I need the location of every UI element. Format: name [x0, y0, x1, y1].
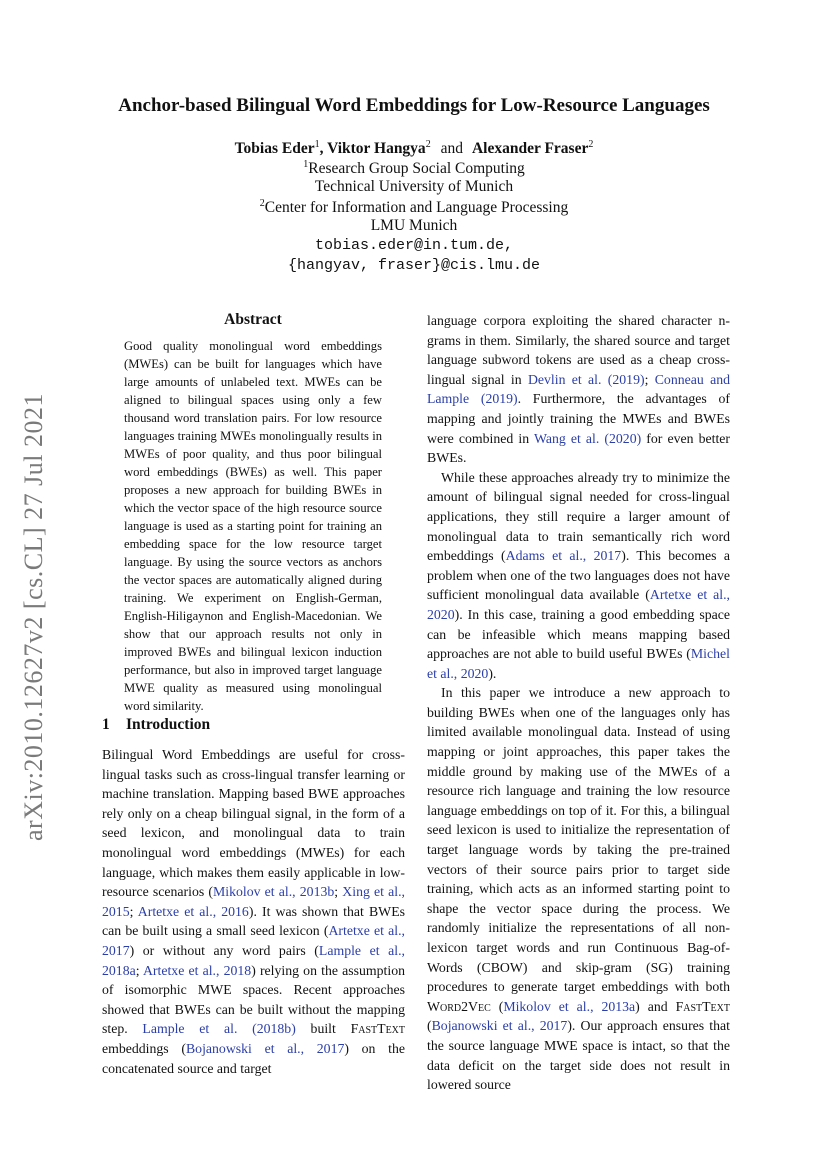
intro-right-column [427, 311, 730, 1095]
author-list: Tobias Eder$^1$, Viktor Hangya$^2$ and Alexander Fraser$^2$ [234, 139, 594, 158]
citation-link[interactable]: Bojanowski et al., 2017 [185, 1040, 345, 1056]
author-name: Tobias Eder [234, 140, 315, 158]
affiliation-line: LMU Munich [370, 217, 458, 234]
affiliation-line: Technical University of Munich [314, 178, 514, 195]
section-number: 1 [102, 716, 110, 733]
citation-link[interactable]: Michel et al., 2020 [427, 646, 730, 681]
author-conjunction: and [440, 140, 463, 158]
citation-link[interactable]: Bojanowski et al., 2017 [431, 1018, 568, 1034]
abstract-heading: Abstract [224, 311, 282, 328]
citation-link[interactable]: Wang et al. (2020) [533, 430, 642, 446]
affiliation-line: $^2$Center for Information and Language Processing [259, 198, 569, 217]
paragraph: language corpora exploiting the shared character n-grams in them. Similarly, the shared source and target language subword tokens are used as a cheap cross-lingual signal in Devlin et al. (2019); Conneau and Lample (2019). Furthermore, the advantages of mapping and jointly training the MWEs and BWEs were combined in Wang et al. (2020) for even better BWEs. [427, 313, 730, 466]
affiliation-marker: 2 [259, 198, 265, 209]
software-name: FastText [350, 1021, 406, 1037]
author-name: Alexander Fraser [471, 140, 589, 158]
citation-link[interactable]: Artetxe et al., 2018 [142, 962, 252, 978]
paragraph: Bilingual Word Embeddings are useful for cross-lingual tasks such as cross-lingual transfer learning or machine translation. Mapping based BWE approaches rely only on a cheap bilingual signal, in the form of a seed lexicon, and monolingual data to train monolingual word embeddings (MWEs) for each language, which makes them easily applicable in low-resource scenarios (Mikolov et al., 2013b; Xing et al., 2015; Artetxe et al., 2016). It was shown that BWEs can be built using a small seed lexicon (Artetxe et al., 2017) or without any word pairs (Lample et al., 2018a; Artetxe et al., 2018) relying on the assumption of isomorphic MWE spaces. Recent approaches showed that BWEs can be built without the mapping step. Lample et al. (2018b) built FastText embeddings (Bojanowski et al., 2017) on the concatenated source and target [102, 747, 406, 1076]
software-name: Word2Vec [427, 998, 491, 1014]
software-name: FastText [675, 998, 730, 1014]
paragraph: In this paper we introduce a new approach to building BWEs when one of the languages only has limited available monolingual data. Instead of using mapping or joint approaches, this paper takes the middle ground by making use of the MWEs of a resource rich language and training the low resource language embeddings on top of it. For this, a bilingual seed lexicon is used to initialize the representation of target language words by taking the pre-trained vectors of their source pairs prior to target side training, which acts as an informed starting point to shape the vector space during the process. We randomly initialize the representations of all non-lexicon target words and run Continuous Bag-of-Words (CBOW) and skip-gram (SG) training procedures to generate target embeddings with both Word2Vec (Mikolov et al., 2013a) and FastText (Bojanowski et al., 2017). Our approach ensures that the source language MWE space is intact, so that the data deficit on the target side does not result in lowered source [427, 685, 730, 1093]
email-line: tobias.eder@in.tum.de, [314, 237, 514, 254]
paragraph: While these approaches already try to minimize the amount of bilingual signal needed for cross-lingual applications, they still require a larger amount of monolingual data to train semantically rich word embeddings (Adams et al., 2017). This becomes a problem when one of the two languages does not have sufficient monolingual data available (Artetxe et al., 2020). In this case, training a good embedding space can be infeasible which means mapping based approaches are not able to build useful BWEs (Michel et al., 2020). [427, 469, 731, 681]
paper-title: Anchor-based Bilingual Word Embeddings for Low-Resource Languages [118, 95, 710, 116]
affiliation-line: $^1$Research Group Social Computing [303, 159, 525, 178]
citation-link[interactable]: Adams et al., 2017 [505, 548, 622, 564]
section-title: Introduction [126, 716, 211, 733]
affiliation-marker: 1 [303, 159, 309, 170]
section-heading [102, 716, 404, 734]
citation-link[interactable]: Devlin et al. (2019) [527, 371, 645, 387]
arxiv-identifier-text: arXiv:2010.12627v2 [cs.CL] 27 Jul 2021 [19, 393, 48, 841]
citation-link[interactable]: Xing et al., 2015 [102, 884, 405, 919]
citation-link[interactable]: Mikolov et al., 2013a [503, 998, 636, 1014]
intro-left-column [102, 745, 405, 1078]
author-affiliation-marker: 1 [314, 139, 320, 150]
abstract-body: Good quality monolingual word embeddings (MWEs) can be built for languages which have large amounts of unlabeled text. MWEs can be aligned to bilingual spaces using only a few thousand word translation pairs. For low resource languages training MWEs monolingually results in MWEs of poor quality, and thus poor bilingual word embeddings (BWEs) as well. This paper proposes a new approach for building BWEs in which the vector space of the high resource source language is used as a starting point for training an embedding space for the low resource target language. By using the source vectors as anchors the vector spaces are automatically aligned during training. We experiment on English-German, English-Hiligaynon and English-Macedonian. We show that our approach results not only in improved BWEs and bilingual lexicon induction performance, but also in improved target language MWE quality as measured using monolingual word similarity. [124, 339, 382, 713]
arxiv-identifier-stamp [14, 372, 54, 862]
citation-link[interactable]: Artetxe et al., 2020 [427, 587, 730, 622]
citation-link[interactable]: Conneau and Lample (2019) [427, 371, 730, 407]
email-line: {hangyav, fraser}@cis.lmu.de [287, 257, 541, 274]
citation-link[interactable]: Artetxe et al., 2017 [102, 923, 405, 958]
citation-link[interactable]: Mikolov et al., 2013b [212, 884, 335, 900]
author-name: Viktor Hangya [327, 140, 426, 158]
citation-link[interactable]: Lample et al. (2018b) [142, 1021, 296, 1037]
author-affiliation-marker: 2 [425, 139, 431, 150]
citation-link[interactable]: Lample et al., 2018a [102, 942, 405, 978]
citation-link[interactable]: Artetxe et al., 2016 [137, 903, 249, 919]
author-affiliation-marker: 2 [588, 139, 594, 150]
